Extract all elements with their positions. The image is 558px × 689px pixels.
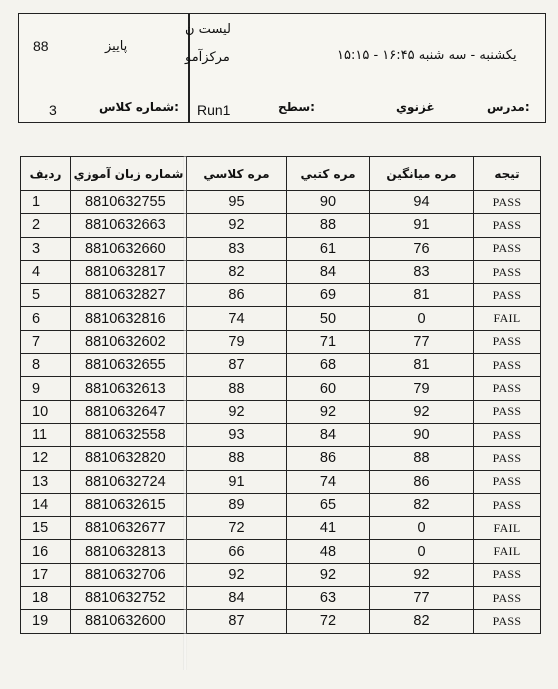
written-score-cell: 84 (287, 423, 370, 446)
student-id-cell: 8810632820 (71, 447, 187, 470)
student-id-cell: 8810632706 (71, 563, 187, 586)
average-score-cell: 0 (370, 307, 474, 330)
header-number: 88 (33, 38, 49, 54)
table-row (21, 587, 541, 610)
result-cell: PASS (474, 214, 541, 237)
student-id-cell: 8810632647 (71, 400, 187, 423)
class-number-value: 3 (49, 102, 57, 118)
class-score-cell: 92 (187, 563, 287, 586)
average-score-cell: 81 (370, 354, 474, 377)
level-label: سطح: (278, 100, 315, 114)
student-id-cell: 8810632755 (71, 191, 187, 214)
average-score-cell: 76 (370, 237, 474, 260)
average-score-cell: 92 (370, 400, 474, 423)
student-id-cell: 8810632602 (71, 330, 187, 353)
average-score-cell: 88 (370, 447, 474, 470)
teacher-label: مدرس: (487, 100, 530, 114)
student-id-cell: 8810632724 (71, 470, 187, 493)
row-number-cell: 9 (21, 377, 71, 400)
result-cell: PASS (474, 423, 541, 446)
student-id-cell: 8810632816 (71, 307, 187, 330)
table-row (21, 307, 541, 330)
written-score-cell: 50 (287, 307, 370, 330)
teacher-name: غزنوي (396, 100, 435, 114)
table-row (21, 540, 541, 563)
written-score-cell: 41 (287, 517, 370, 540)
written-score-cell: 63 (287, 587, 370, 610)
table-header-row (21, 157, 541, 191)
class-score-cell: 95 (187, 191, 287, 214)
class-score-cell: 88 (187, 447, 287, 470)
class-score-cell: 72 (187, 517, 287, 540)
class-score-cell: 92 (187, 214, 287, 237)
result-cell: FAIL (474, 517, 541, 540)
average-score-cell: 83 (370, 260, 474, 283)
average-score-cell: 82 (370, 493, 474, 516)
class-score-cell: 66 (187, 540, 287, 563)
average-score-cell: 0 (370, 540, 474, 563)
row-number-cell: 12 (21, 447, 71, 470)
written-score-cell: 68 (287, 354, 370, 377)
result-cell: PASS (474, 447, 541, 470)
row-number-cell: 16 (21, 540, 71, 563)
average-score-cell: 81 (370, 284, 474, 307)
student-id-cell: 8810632655 (71, 354, 187, 377)
row-number-cell: 3 (21, 237, 71, 260)
result-cell: PASS (474, 587, 541, 610)
col-result: تيجه (474, 157, 541, 191)
row-number-cell: 2 (21, 214, 71, 237)
written-score-cell: 69 (287, 284, 370, 307)
average-score-cell: 79 (370, 377, 474, 400)
class-score-cell: 89 (187, 493, 287, 516)
col-row: رديف (21, 157, 71, 191)
col-average-score: مره ميانگين (370, 157, 474, 191)
written-score-cell: 60 (287, 377, 370, 400)
average-score-cell: 86 (370, 470, 474, 493)
result-cell: PASS (474, 493, 541, 516)
table-row (21, 517, 541, 540)
result-cell: PASS (474, 563, 541, 586)
table-row (21, 284, 541, 307)
row-number-cell: 8 (21, 354, 71, 377)
row-number-cell: 19 (21, 610, 71, 633)
student-id-cell: 8810632677 (71, 517, 187, 540)
class-score-cell: 83 (187, 237, 287, 260)
row-number-cell: 14 (21, 493, 71, 516)
class-number-label: شماره کلاس: (99, 100, 179, 114)
col-class-score: مره كلاسي (187, 157, 287, 191)
student-id-cell: 8810632600 (71, 610, 187, 633)
row-number-cell: 10 (21, 400, 71, 423)
result-cell: PASS (474, 191, 541, 214)
table-row (21, 470, 541, 493)
written-score-cell: 61 (287, 237, 370, 260)
result-cell: PASS (474, 284, 541, 307)
table-row (21, 354, 541, 377)
class-score-cell: 87 (187, 354, 287, 377)
average-score-cell: 77 (370, 587, 474, 610)
written-score-cell: 90 (287, 191, 370, 214)
paper-fold (183, 156, 187, 670)
table-row (21, 610, 541, 633)
written-score-cell: 92 (287, 563, 370, 586)
row-number-cell: 1 (21, 191, 71, 214)
average-score-cell: 91 (370, 214, 474, 237)
list-title: لیست ن (185, 22, 231, 37)
student-id-cell: 8810632613 (71, 377, 187, 400)
class-score-cell: 82 (187, 260, 287, 283)
row-number-cell: 5 (21, 284, 71, 307)
row-number-cell: 11 (21, 423, 71, 446)
result-cell: PASS (474, 260, 541, 283)
result-cell: PASS (474, 330, 541, 353)
result-cell: FAIL (474, 540, 541, 563)
row-number-cell: 15 (21, 517, 71, 540)
center-name: مرکزآمو (185, 50, 230, 65)
col-student-id: شماره زبان آموزي (71, 157, 187, 191)
average-score-cell: 82 (370, 610, 474, 633)
grades-table (20, 156, 541, 634)
average-score-cell: 77 (370, 330, 474, 353)
table-row (21, 330, 541, 353)
class-score-cell: 79 (187, 330, 287, 353)
student-id-cell: 8810632660 (71, 237, 187, 260)
table-row (21, 191, 541, 214)
row-number-cell: 6 (21, 307, 71, 330)
header-box (18, 13, 546, 123)
row-number-cell: 4 (21, 260, 71, 283)
table-row (21, 377, 541, 400)
class-score-cell: 87 (187, 610, 287, 633)
class-schedule: یکشنبه - سه شنبه ۱۶:۴۵ - ۱۵:۱۵ (337, 48, 517, 63)
student-id-cell: 8810632813 (71, 540, 187, 563)
student-id-cell: 8810632827 (71, 284, 187, 307)
row-number-cell: 17 (21, 563, 71, 586)
class-score-cell: 88 (187, 377, 287, 400)
season-label: پاییز (105, 39, 128, 54)
class-score-cell: 74 (187, 307, 287, 330)
written-score-cell: 72 (287, 610, 370, 633)
table-row (21, 423, 541, 446)
table-row (21, 493, 541, 516)
result-cell: PASS (474, 377, 541, 400)
table-row (21, 214, 541, 237)
student-id-cell: 8810632752 (71, 587, 187, 610)
row-number-cell: 13 (21, 470, 71, 493)
result-cell: PASS (474, 237, 541, 260)
written-score-cell: 65 (287, 493, 370, 516)
student-id-cell: 8810632817 (71, 260, 187, 283)
student-id-cell: 8810632663 (71, 214, 187, 237)
table-row (21, 237, 541, 260)
written-score-cell: 48 (287, 540, 370, 563)
class-score-cell: 92 (187, 400, 287, 423)
class-score-cell: 84 (187, 587, 287, 610)
result-cell: PASS (474, 354, 541, 377)
table-row (21, 400, 541, 423)
row-number-cell: 18 (21, 587, 71, 610)
average-score-cell: 0 (370, 517, 474, 540)
written-score-cell: 74 (287, 470, 370, 493)
level-value: Run1 (197, 102, 231, 118)
result-cell: PASS (474, 400, 541, 423)
class-score-cell: 93 (187, 423, 287, 446)
written-score-cell: 84 (287, 260, 370, 283)
class-score-cell: 86 (187, 284, 287, 307)
student-id-cell: 8810632615 (71, 493, 187, 516)
written-score-cell: 92 (287, 400, 370, 423)
average-score-cell: 92 (370, 563, 474, 586)
written-score-cell: 71 (287, 330, 370, 353)
table-row (21, 260, 541, 283)
average-score-cell: 90 (370, 423, 474, 446)
col-written-score: مره كتبي (287, 157, 370, 191)
class-score-cell: 91 (187, 470, 287, 493)
written-score-cell: 88 (287, 214, 370, 237)
average-score-cell: 94 (370, 191, 474, 214)
result-cell: PASS (474, 470, 541, 493)
result-cell: PASS (474, 610, 541, 633)
table-row (21, 563, 541, 586)
result-cell: FAIL (474, 307, 541, 330)
row-number-cell: 7 (21, 330, 71, 353)
written-score-cell: 86 (287, 447, 370, 470)
table-row (21, 447, 541, 470)
student-id-cell: 8810632558 (71, 423, 187, 446)
